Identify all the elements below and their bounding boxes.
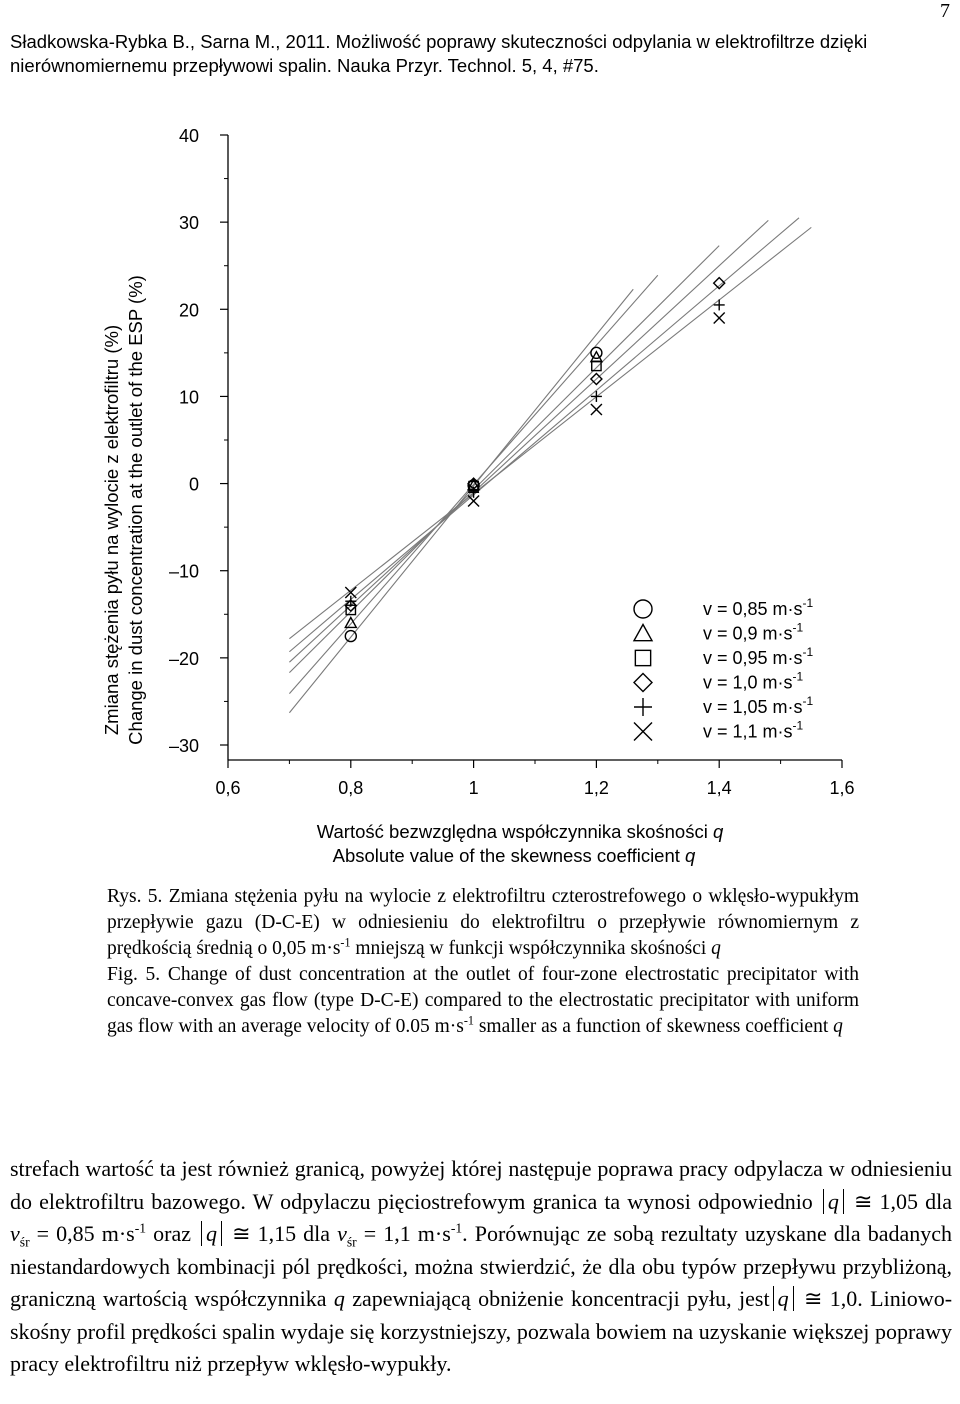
fit-line — [289, 227, 811, 638]
caption-pl-var: q — [711, 938, 721, 959]
body-paragraph: strefach wartość ta jest również granicą, powyżej której następuje poprawa pracy odpylacza w odniesieniu do elektrofiltru bazowego. W odpylaczu pięciostrefowym granica ta wynosi odpowiednio q ≅ 1,05 dla $v_{śr} = 0,85$ $m\cdot s^{-1}$ oraz q ≅ 1,15 dla $v_{śr} = 1,1$ $m\cdot s^{-1}$. Porównując ze sobą rezultaty uzyskane dla badanych niestandardowych kombinacji pól prędkości, można stwierdzić, że dla obu typów przepływu przybliżoną, graniczną wartością współczynnika q zapewniającą obniżenie koncentracji pyłu, jest q ≅ 1,0. Liniowo-skośny profil prędkości spalin wydaje się korzystniejszy, pozwala bowiem na uzyskanie większej poprawy pracy elektrofiltru niż przepływ wklęsło-wypukły. — [10, 1156, 953, 1376]
caption-en-text-1: Change of dust concentration at the outlet of four-zone electrostatic precipitator with concave-convex gas flow (type D-C-E) compared to the electrostatic precipitator with uniform gas flow with an average velocity of 0.05 m — [107, 964, 860, 1037]
caption-pl-label: Rys. 5. — [107, 886, 163, 907]
caption-pl-text-2: mniejszą w funkcji współczynnika skośności — [355, 938, 707, 959]
legend-label: v = 1,05 $m\cdot s^{-1}$ — [703, 694, 814, 717]
x-tick-label: 1 — [468, 778, 479, 798]
y-tick-label: 0 — [188, 474, 199, 495]
fit-line — [289, 218, 799, 652]
y-axis-label-en: Change in dust concentration at the outlet of the ESP (%) — [125, 275, 146, 745]
legend-label: v = 1,1 $m\cdot s^{-1}$ — [703, 718, 804, 742]
x-ticks — [215, 760, 854, 798]
y-tick-label: 20 — [178, 300, 199, 321]
x-tick-label: 1,4 — [706, 778, 732, 798]
caption-en-label: Fig. 5. — [107, 964, 161, 985]
fit-line — [289, 289, 633, 713]
y-axis-label-pl: Zmiana stężenia pyłu na wylocie z elektrofiltru (%) — [101, 324, 122, 736]
data-point-x — [591, 404, 602, 415]
figure-chart — [0, 100, 960, 880]
legend-marker-circle — [634, 600, 652, 618]
x-axis-label-pl: Wartość bezwzględna współczynnika skośności q — [316, 821, 724, 842]
legend-marker-x — [634, 723, 652, 741]
caption-en: Fig. 5. Change of dust concentration at the outlet of four-zone electrostatic precipitator with concave-convex gas flow (type D-C-E) compared to the electrostatic precipitator with uniform gas flow with an average velocity of 0.05 $m\cdot s^{-1}$ smaller as a function of skewness coefficient q — [107, 964, 860, 1037]
legend-marker-diamond — [634, 674, 652, 692]
x-tick-label: 0,6 — [215, 778, 241, 798]
caption-en-unit: s — [456, 1016, 464, 1037]
x-tick-label: 1,6 — [829, 778, 855, 798]
x-tick-label: 1,2 — [583, 778, 609, 798]
citation-header: Sładkowska-Rybka B., Sarna M., 2011. Możliwość poprawy skuteczności odpylania w elektrofiltrze dzięki nierównomiernemu przepływowi spalin. Nauka Przyr. Technol. 5, 4, #75. — [10, 31, 868, 76]
legend-label: v = 0,95 $m\cdot s^{-1}$ — [703, 645, 814, 668]
legend-marker-plus — [634, 698, 652, 716]
x-tick-label: 0,8 — [338, 778, 364, 798]
y-ticks — [169, 126, 228, 756]
legend-label: v = 1,0 $m\cdot s^{-1}$ — [703, 669, 804, 693]
page-number: 7 — [940, 0, 950, 22]
legend-label: v = 0,85 $m\cdot s^{-1}$ — [703, 596, 814, 619]
fit-line — [289, 220, 768, 662]
legend — [634, 596, 814, 742]
legend-label: v = 0,9 $m\cdot s^{-1}$ — [703, 620, 804, 644]
data-point-x — [714, 313, 725, 324]
legend-marker-square — [635, 650, 650, 665]
data-point-plus — [714, 299, 725, 310]
legend-marker-triangle — [634, 625, 652, 641]
caption-en-text-2: smaller as a function of skewness coefficient — [478, 1016, 829, 1037]
y-tick-label: –10 — [168, 561, 199, 582]
y-tick-label: 10 — [178, 387, 199, 408]
caption-pl-text-1: Zmiana stężenia pyłu na wylocie z elektrofiltru czterostrefowego o wklęsło-wypukłym przepływie gazu (D-C-E) w odniesieniu do elektrofiltru o przepływie równomiernym z prędkością średnią o 0,05 m — [107, 886, 859, 959]
y-tick-label: –30 — [168, 736, 199, 756]
data-point-circle — [345, 631, 356, 642]
caption-en-exp: -1 — [463, 1013, 474, 1028]
figure-caption — [107, 884, 859, 1040]
caption-pl-unit: s — [332, 938, 341, 959]
y-tick-label: –20 — [168, 648, 199, 669]
x-axis-label-en: Absolute value of the skewness coefficient q — [332, 845, 696, 866]
caption-pl: Rys. 5. Zmiana stężenia pyłu na wylocie z elektrofiltru czterostrefowego o wklęsło-wypukłym przepływie gazu (D-C-E) w odniesieniu do elektrofiltru o przepływie równomiernym z prędkością średnią o 0,05 $m\cdot s^{-1}$ mniejszą w funkcji współczynnika skośności q — [107, 886, 859, 959]
caption-en-var: q — [833, 1016, 843, 1037]
data-points — [345, 278, 724, 642]
y-tick-label: 30 — [178, 213, 199, 234]
y-tick-label: 40 — [178, 126, 199, 146]
fit-line — [289, 275, 657, 693]
caption-pl-exp: -1 — [340, 935, 351, 950]
data-point-square — [592, 361, 601, 370]
